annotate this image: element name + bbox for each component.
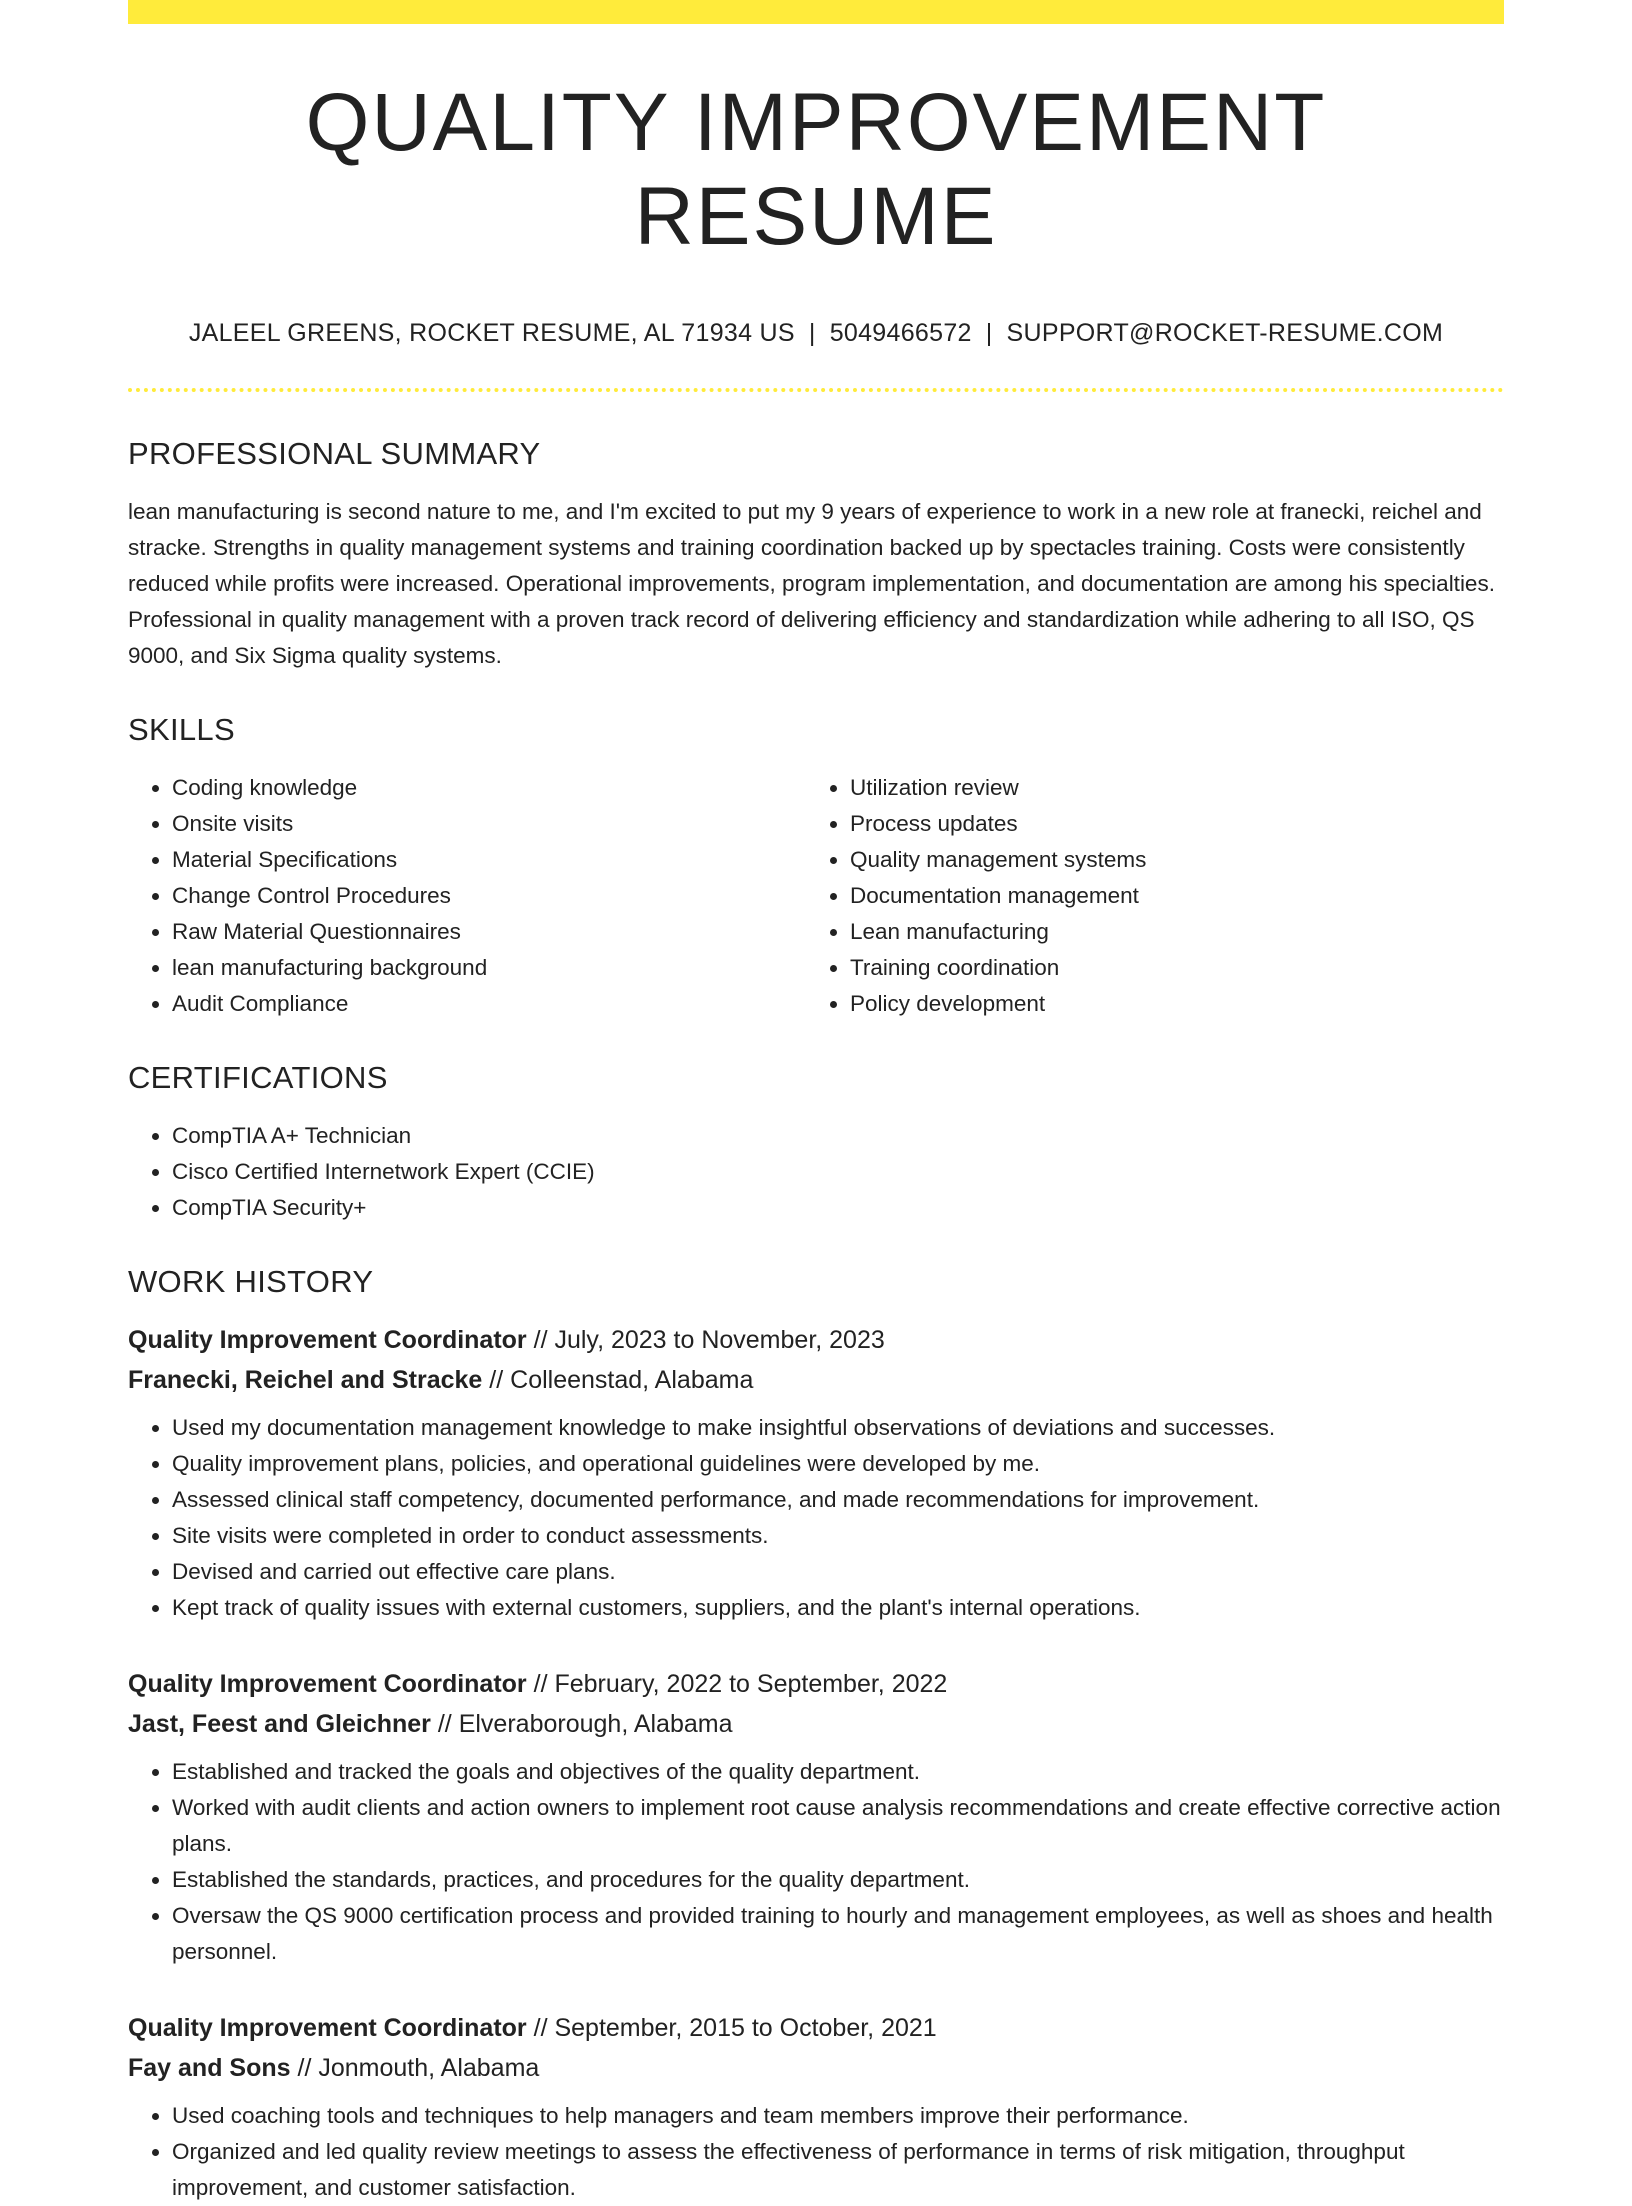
resume-content [128,0,1504,2206]
job-bullet: • Devised and carried out effective care plans. [172,1554,1504,1590]
job-bullet: • Used my documentation management knowledge to make insightful observations of deviations and successes. [172,1410,1504,1446]
job-entry [128,2008,1504,2206]
contact-separator: | [808,318,816,347]
certification-item: • Cisco Certified Internetwork Expert (CCIE) [172,1154,1504,1190]
page-title: QUALITY IMPROVEMENT RESUME [305,77,1327,263]
job-entry [128,1320,1504,1626]
skills-columns [128,770,1504,1022]
job-company-line [128,1704,1504,1744]
job-company: Jast, Feest and Gleichner [128,1709,431,1738]
job-company-line [128,1360,1504,1400]
job-bullet: • Quality improvement plans, policies, and operational guidelines were developed by me. [172,1446,1504,1482]
job-separator: // [482,1365,511,1394]
skills-column-left [128,770,806,1022]
job-title-line [128,2008,1504,2048]
job-bullets [128,1754,1504,1970]
skill-item: • Training coordination [850,950,1484,986]
top-accent-bar [128,0,1504,24]
contact-phone: 5049466572 [829,318,972,347]
skill-item: • lean manufacturing background [172,950,806,986]
job-bullet: • Oversaw the QS 9000 certification process and provided training to hourly and management employees, as well as shoes and health personnel. [172,1898,1504,1970]
job-bullet: • Established the standards, practices, and procedures for the quality department. [172,1862,1504,1898]
job-title-line [128,1320,1504,1360]
skills-list-right [806,770,1484,1022]
skills-column-right [806,770,1484,1022]
job-title: Quality Improvement Coordinator [128,2013,527,2042]
job-bullet: • Assessed clinical staff competency, documented performance, and made recommendations for improvement. [172,1482,1504,1518]
job-title: Quality Improvement Coordinator [128,1325,527,1354]
skill-item: • Raw Material Questionnaires [172,914,806,950]
job-bullet: • Used coaching tools and techniques to help managers and team members improve their performance. [172,2098,1504,2134]
skill-item: • Coding knowledge [172,770,806,806]
job-dates: July, 2023 to November, 2023 [554,1325,885,1354]
job-bullet: • Kept track of quality issues with external customers, suppliers, and the plant's internal operations. [172,1590,1504,1626]
job-bullets [128,1410,1504,1626]
job-bullets [128,2098,1504,2206]
job-bullet: • Organized and led quality review meetings to assess the effectiveness of performance in terms of risk mitigation, throughput improvement, and customer satisfaction. [172,2134,1504,2206]
job-dates: February, 2022 to September, 2022 [554,1669,948,1698]
summary-heading: PROFESSIONAL SUMMARY [128,435,541,471]
job-separator: // [526,1669,555,1698]
dotted-divider [128,388,1504,392]
certifications-list [128,1118,1504,1226]
job-dates: September, 2015 to October, 2021 [554,2013,937,2042]
job-company: Fay and Sons [128,2053,291,2082]
job-location: Jonmouth, Alabama [318,2053,540,2082]
job-title-line [128,1664,1504,1704]
job-separator: // [526,2013,555,2042]
skill-item: • Documentation management [850,878,1484,914]
job-bullet: • Established and tracked the goals and objectives of the quality department. [172,1754,1504,1790]
job-bullet: • Worked with audit clients and action owners to implement root cause analysis recommendations and create effective corrective action plans. [172,1790,1504,1862]
job-bullet: • Site visits were completed in order to conduct assessments. [172,1518,1504,1554]
job-title: Quality Improvement Coordinator [128,1669,527,1698]
skill-item: • Material Specifications [172,842,806,878]
contact-separator: | [985,318,993,347]
summary-text: lean manufacturing is second nature to me, and I'm excited to put my 9 years of experience to work in a new role at franecki, reichel and stracke. Strengths in quality management systems and training coordination backed up by spectacles training. Costs were consistently reduced while profits were increased. Operational improvements, program implementation, and documentation are among his specialties. Professional in quality management with a proven track record of delivering efficiency and standardization while adhering to all ISO, QS 9000, and Six Sigma quality systems. [128,498,1495,668]
contact-email: SUPPORT@ROCKET-RESUME.COM [1006,318,1444,347]
skill-item: • Audit Compliance [172,986,806,1022]
contact-address: JALEEL GREENS, ROCKET RESUME, AL 71934 US [188,318,795,347]
work-history-heading: WORK HISTORY [128,1263,374,1299]
job-separator: // [430,1709,459,1738]
skill-item: • Quality management systems [850,842,1484,878]
job-location: Elveraborough, Alabama [458,1709,733,1738]
certifications-heading: CERTIFICATIONS [128,1059,388,1095]
certification-item: • CompTIA A+ Technician [172,1118,1504,1154]
skill-item: • Onsite visits [172,806,806,842]
job-company-line [128,2048,1504,2088]
contact-line [128,319,1504,348]
job-entry [128,1664,1504,1970]
skill-item: • Lean manufacturing [850,914,1484,950]
job-separator: // [526,1325,555,1354]
certification-item: • CompTIA Security+ [172,1190,1504,1226]
skill-item: • Policy development [850,986,1484,1022]
job-location: Colleenstad, Alabama [510,1365,754,1394]
skills-heading: SKILLS [128,711,235,747]
skill-item: • Change Control Procedures [172,878,806,914]
job-company: Franecki, Reichel and Stracke [128,1365,483,1394]
skills-list-left [128,770,806,1022]
skill-item: • Utilization review [850,770,1484,806]
skill-item: • Process updates [850,806,1484,842]
job-separator: // [290,2053,319,2082]
